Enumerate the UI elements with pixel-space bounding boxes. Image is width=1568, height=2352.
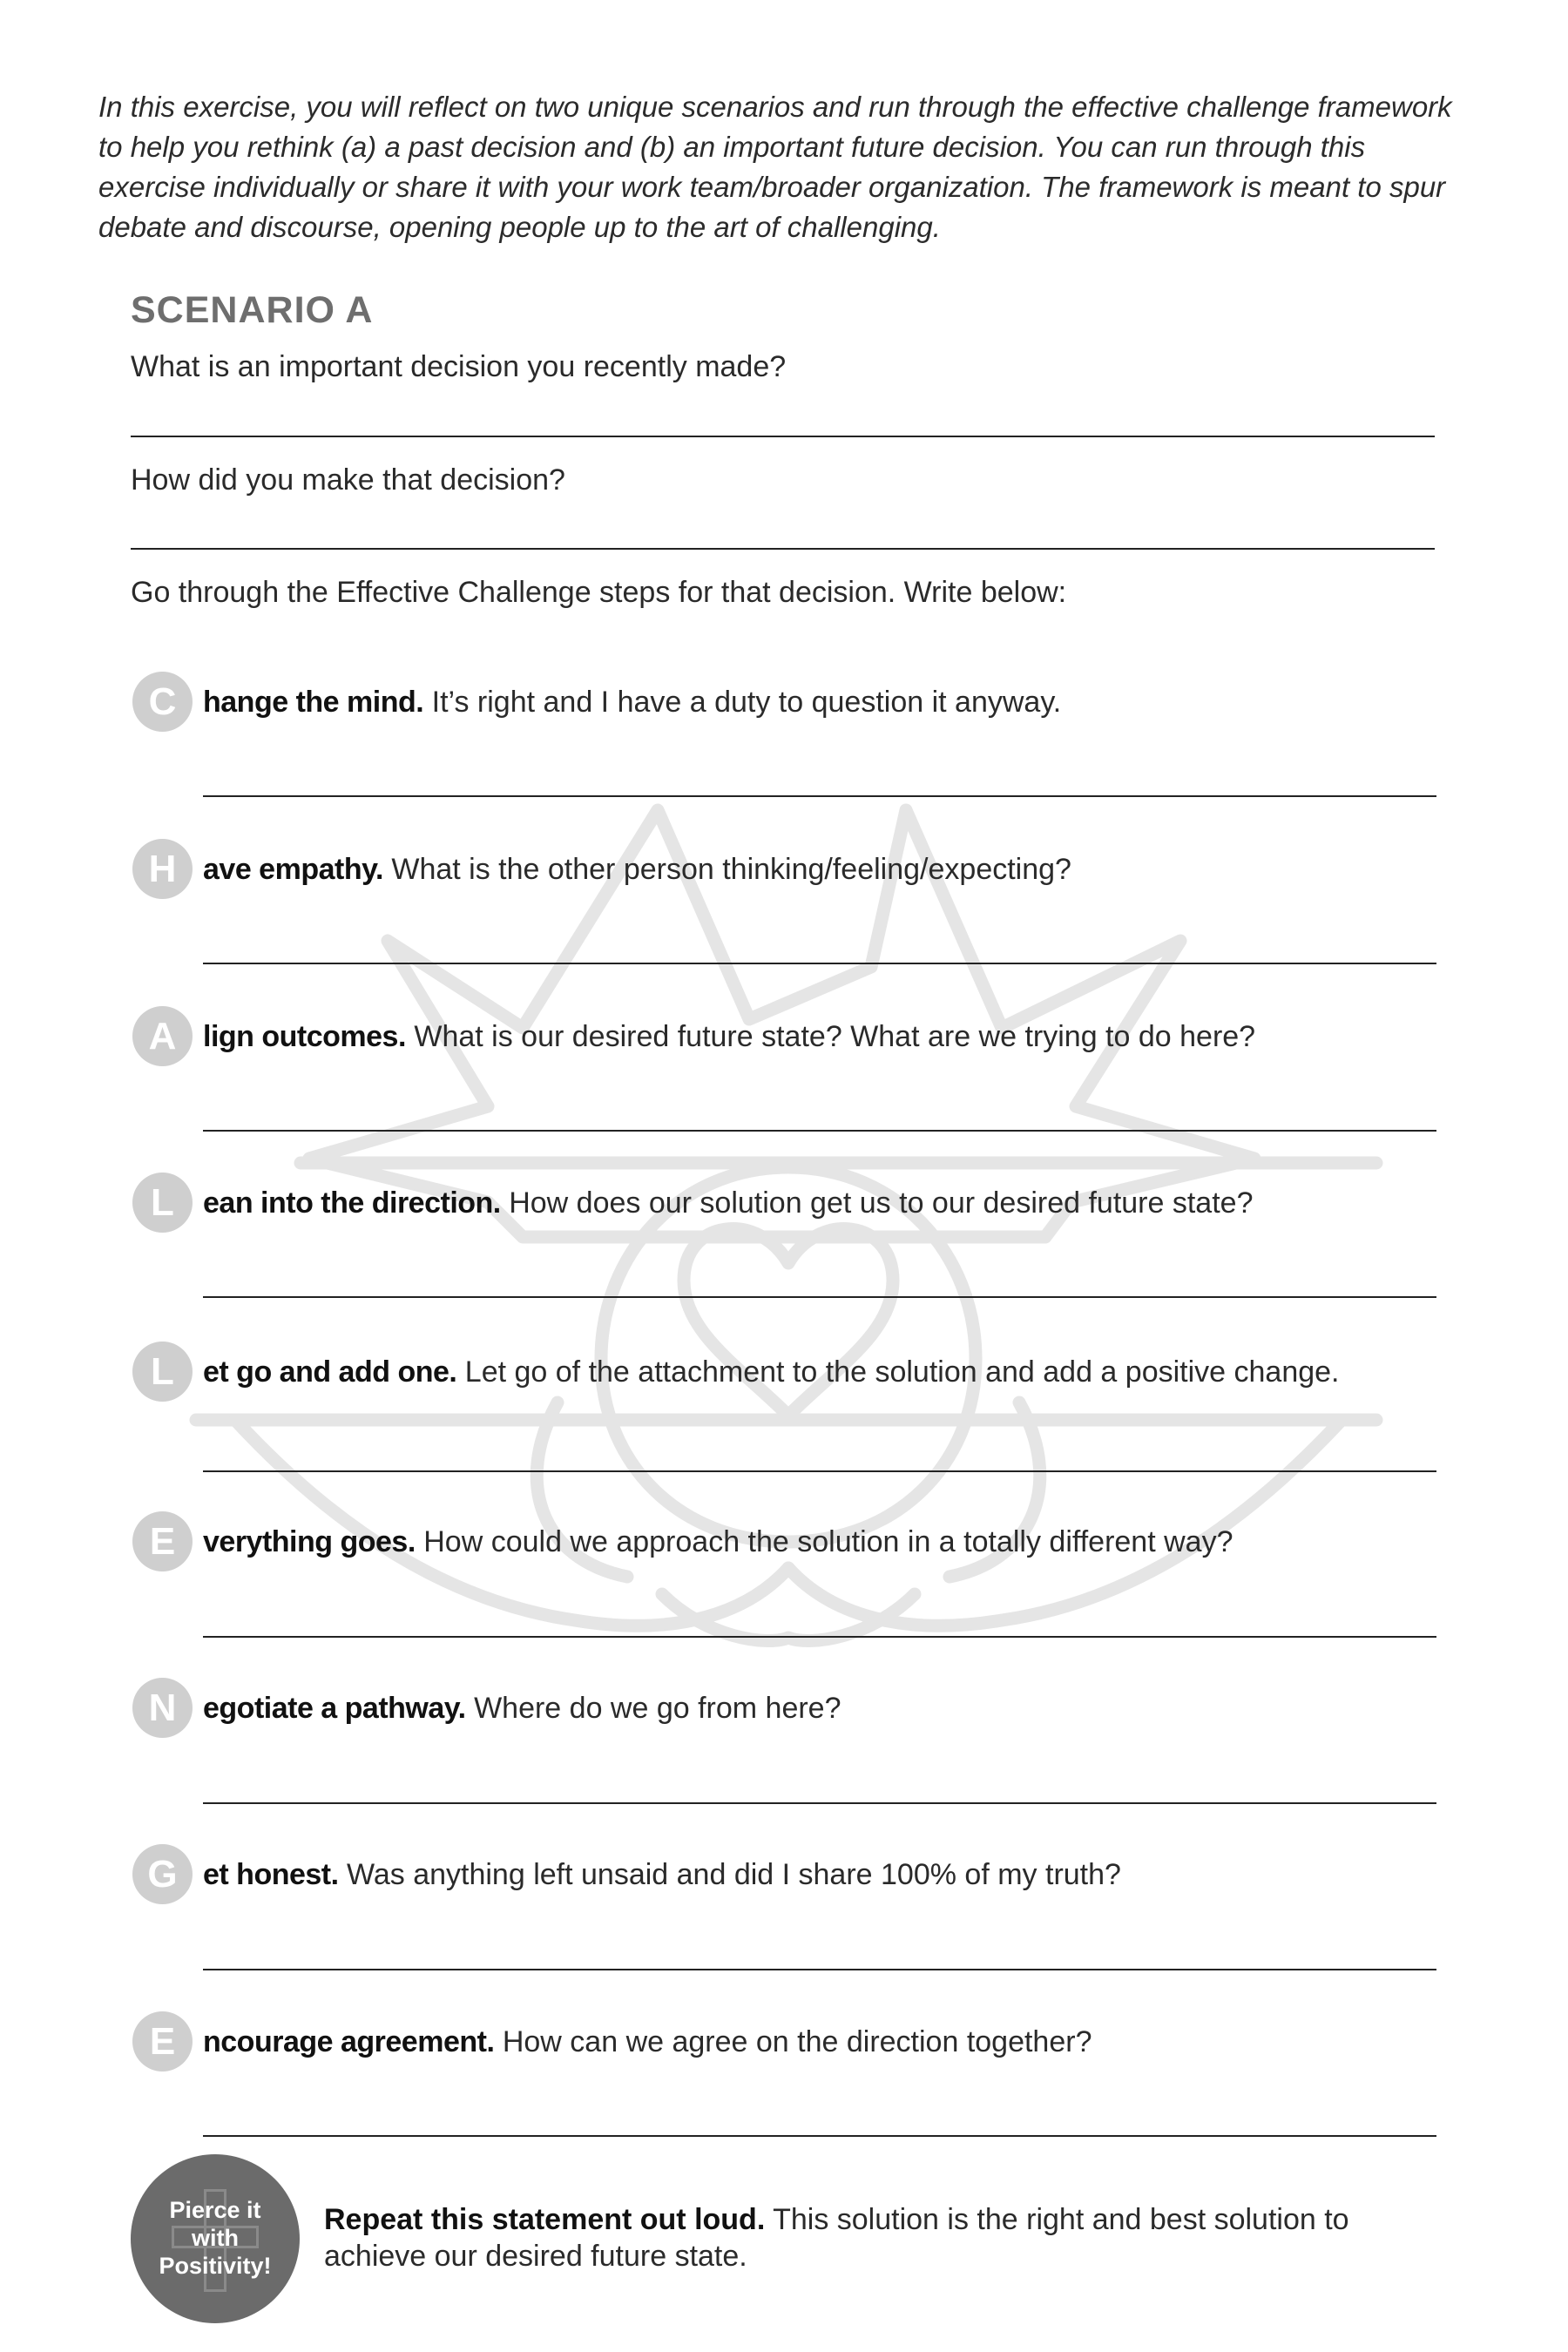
step-keyword: ean into the direction. [203,1186,501,1220]
closing-statement [324,2201,1456,2274]
step-description: What is our desired future state? What are we trying to do here? [405,1020,1256,1053]
step-answer-line[interactable] [203,1802,1436,1804]
step-lean-into-direction [131,1173,1437,1303]
step-change-the-mind [131,672,1437,802]
step-answer-line[interactable] [203,1636,1436,1638]
step-letter-badge: E [132,2011,193,2072]
closing-text: This solution is the right and best solution to achieve our desired future state. [324,2203,1349,2273]
step-keyword: lign outcomes. [203,1020,406,1053]
step-keyword: egotiate a pathway. [203,1692,466,1725]
step-prompt [203,1020,1255,1054]
step-answer-line[interactable] [203,1470,1436,1472]
closing-bold: Repeat this statement out loud. [324,2203,766,2236]
step-prompt [203,1355,1340,1389]
step-letter-badge: E [132,1511,193,1571]
step-description: How could we approach the solution in a totally different way? [415,1525,1233,1558]
step-align-outcomes [131,1006,1437,1137]
step-letter-badge: N [132,1678,193,1738]
intro-paragraph: In this exercise, you will reflect on two unique scenarios and run through the effective challenge framework to help you rethink (a) a past decision and (b) an important future decision. You can run through this exercise individually or share it with your work team/broader organization. The framework is meant to spur debate and discourse, opening people up to the art of challenging. [98,91,1452,243]
step-everything-goes [131,1511,1437,1642]
pierce-badge-text [131,2196,300,2280]
step-encourage-agreement [131,2011,1437,2142]
step-letter-badge: H [132,839,193,899]
step-description: Where do we go from here? [465,1692,841,1725]
step-prompt [203,1692,841,1726]
step-answer-line[interactable] [203,1969,1436,1970]
step-letter-badge: L [132,1173,193,1233]
step-letter-badge: L [132,1342,193,1402]
step-prompt [203,1858,1121,1892]
step-negotiate-pathway [131,1678,1437,1808]
step-prompt [203,686,1061,720]
step-keyword: hange the mind. [203,686,424,719]
pierce-badge-line2: with [192,2225,239,2251]
step-answer-line[interactable] [203,1296,1436,1298]
pierce-badge-line1: Pierce it [169,2197,261,2223]
step-letter-badge: G [132,1844,193,1904]
step-answer-line[interactable] [203,795,1436,797]
step-prompt [203,853,1071,887]
step-keyword: verything goes. [203,1525,416,1558]
question-how-decided: How did you make that decision? [131,463,565,497]
step-keyword: ncourage agreement. [203,2025,495,2058]
step-keyword: et go and add one. [203,1355,457,1389]
answer-line-recent-decision[interactable] [131,436,1435,437]
step-description: Was anything left unsaid and did I share 100% of my truth? [338,1858,1121,1891]
step-prompt [203,1525,1233,1559]
step-answer-line[interactable] [203,963,1436,964]
pierce-badge-line3: Positivity! [159,2253,272,2279]
question-recent-decision: What is an important decision you recently made? [131,350,787,383]
step-description: Let go of the attachment to the solution and add a positive change. [456,1355,1340,1389]
step-let-go-add-one [131,1342,1437,1472]
question-effective-challenge: Go through the Effective Challenge steps for that decision. Write below: [131,576,1067,609]
step-answer-line[interactable] [203,2135,1436,2137]
step-get-honest [131,1844,1437,1975]
step-have-empathy [131,839,1437,970]
step-keyword: ave empathy. [203,853,383,886]
step-answer-line[interactable] [203,1130,1436,1132]
step-description: It’s right and I have a duty to question it anyway. [423,686,1062,719]
scenario-title: SCENARIO A [131,289,374,331]
step-prompt [203,1186,1253,1220]
step-prompt [203,2025,1092,2059]
step-letter-badge: C [132,672,193,732]
step-description: How does our solution get us to our desired future state? [500,1186,1254,1220]
step-letter-badge: A [132,1006,193,1066]
step-description: How can we agree on the direction together? [494,2025,1092,2058]
pierce-positivity-badge [131,2154,300,2323]
step-description: What is the other person thinking/feeling/expecting? [382,853,1071,886]
answer-line-how-decided[interactable] [131,548,1435,550]
step-keyword: et honest. [203,1858,339,1891]
